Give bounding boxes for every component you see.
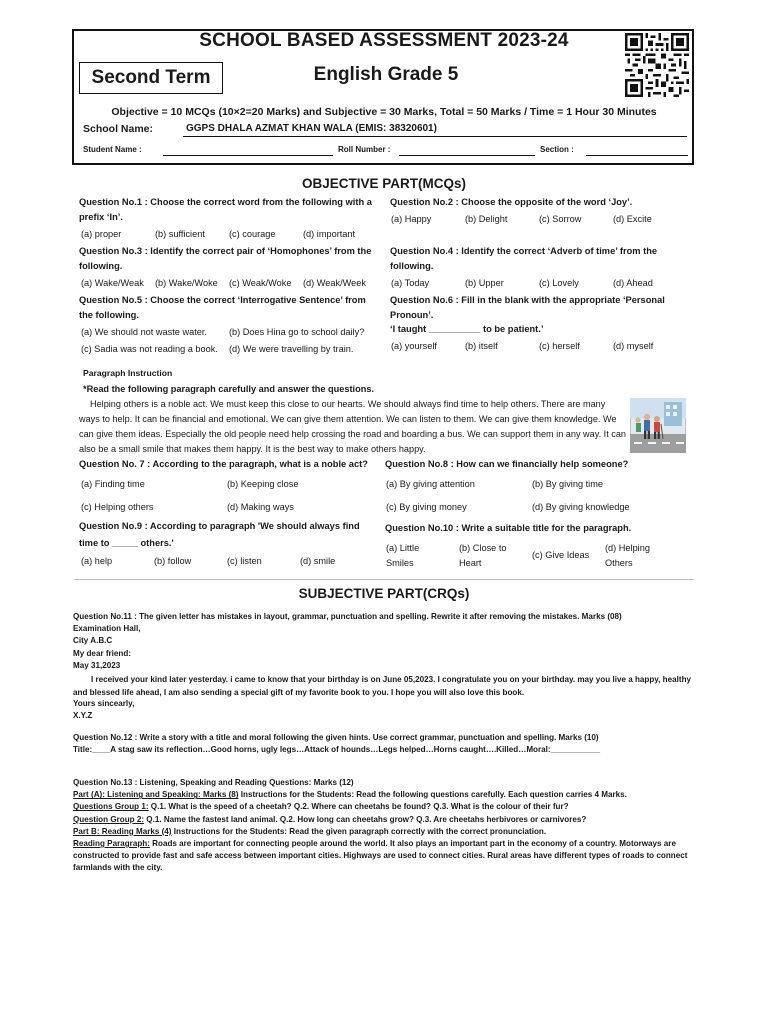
- option: (b) Upper: [465, 278, 504, 288]
- question-text: Fill in the blank with the appropriate ‘Personal Pronoun’.: [390, 295, 665, 320]
- objective-part-title: OBJECTIVE PART(MCQs): [301, 176, 466, 191]
- letter-date: May 31,2023: [73, 660, 121, 670]
- question-12-heading: Question No.12 : Write a story with a title and moral following the given hints. Use correct grammar, punctuation and spelling. Marks (10): [73, 733, 599, 742]
- question-1: [79, 195, 379, 225]
- question-label: Question No.2 :: [390, 197, 459, 207]
- reading-paragraph-label: Reading Paragraph:: [73, 839, 150, 849]
- option: (c) listen: [227, 556, 262, 566]
- option: (b) Keeping close: [227, 479, 299, 489]
- option: (a) proper: [81, 229, 122, 239]
- section-label: Section :: [540, 145, 574, 154]
- question-label: Question No.6 :: [390, 295, 459, 305]
- subjective-part-title: SUBJECTIVE PART(CRQs): [298, 586, 470, 601]
- question-label: Question No.3 :: [79, 246, 148, 256]
- option: (c) herself: [539, 341, 580, 351]
- part-a-label: Part (A): Listening and Speaking: Marks (8): [73, 790, 239, 800]
- option: (a) Little Smiles: [386, 543, 420, 568]
- question-label: Question No.4 :: [390, 246, 459, 256]
- option: (a) help: [81, 556, 113, 566]
- question-text: Identify the correct pair of ‘Homophones’ from the following.: [79, 246, 372, 271]
- section-field[interactable]: [586, 155, 688, 156]
- option: (c) Give Ideas: [532, 550, 590, 560]
- story-hints: Title:____A stag saw its reflection…Good horns, ugly legs…Attack of hounds…Legs helped…Horns caught….Killed…Moral:___________: [73, 745, 601, 755]
- marks-summary: Objective = 10 MCQs (10×2=20 Marks) and Subjective = 30 Marks, Total = 50 Marks / Time = 1 Hour 30 Minutes: [111, 106, 657, 118]
- letter-closing-line: Yours sincearly,: [73, 699, 135, 708]
- option: (c) Helping others: [81, 502, 154, 512]
- letter-closing: [73, 698, 695, 722]
- part-b-instructions: Instructions for the Students: Read the given paragraph correctly with the correct pronunciation.: [171, 826, 547, 836]
- question-5: [79, 293, 379, 323]
- questions-group-1-label: Questions Group 1:: [73, 802, 149, 812]
- option: (a) We should not waste water.: [81, 327, 207, 337]
- option: (c) Sadia was not reading a book.: [81, 344, 218, 354]
- questions-group-1-text: Q.1. What is the speed of a cheetah? Q.2. Where can cheetahs be found? Q.3. What is the colour of their fur?: [148, 802, 569, 812]
- paragraph-heading: Paragraph Instruction: [83, 368, 173, 378]
- question-4: [390, 244, 690, 274]
- part-a-instructions: Instructions for the Students: Read the following questions carefully. Each question carries 4 Marks.: [238, 790, 627, 800]
- option: (d) myself: [613, 341, 654, 351]
- option: (c) courage: [229, 229, 276, 239]
- option: (a) yourself: [391, 341, 437, 351]
- reading-paragraph: Helping others is a noble act. We must keep this close to our hearts. We should always find time to help others. There are many ways to help. It can be financial and emotional. We can give them attention. We can listen to them. We can give them knowledge. We can give them ideas. Especially the old people need help crossing the road and boarding a bus. We can support them in any way. It can also be a small smile that makes them happy. It is the best way to make others happy.: [79, 399, 626, 455]
- question-3: [79, 244, 379, 274]
- option: (b) Does Hina go to school daily?: [229, 327, 365, 337]
- option: (b) itself: [465, 341, 498, 351]
- letter-address-line: Examination Hall,: [73, 624, 141, 634]
- option: (a) Finding time: [81, 479, 145, 489]
- letter-body: I received your kind later yesterday. i came to know that your birthday is on June 05,2023. I congratulate you on your birthday. may you live a happy, healthy and blessed life ahead, I am also sending a special gift of my favorite book to you. I hope you will also love this book.: [73, 675, 692, 698]
- grade-title: English Grade 5: [313, 64, 459, 85]
- question-13: [73, 777, 695, 875]
- question-2: [390, 195, 690, 210]
- school-name-label: School Name:: [83, 123, 154, 135]
- option: (d) important: [303, 229, 356, 239]
- option: (d) Excite: [613, 214, 652, 224]
- option: (a) By giving attention: [386, 479, 475, 489]
- question-text: Choose the correct ‘Interrogative Sentence’ from the following.: [79, 295, 366, 320]
- option: (c) Sorrow: [539, 214, 582, 224]
- option: (d) Ahead: [613, 278, 653, 288]
- question-8: Question No.8 : How can we financially help someone?: [385, 459, 629, 469]
- question-7: Question No. 7 : According to the paragraph, what is a noble act?: [79, 459, 368, 469]
- option: (b) By giving time: [532, 479, 603, 489]
- question-group-2-label: Question Group 2:: [73, 814, 145, 824]
- question-13-heading: Question No.13 : Listening, Speaking and Reading Questions: Marks (12): [73, 778, 354, 787]
- option: (d) Weak/Week: [303, 278, 366, 288]
- option: (a) Happy: [391, 214, 432, 224]
- question-text: Identify the correct ‘Adverb of time’ from the following.: [390, 246, 658, 271]
- option: (a) Today: [391, 278, 430, 288]
- section-divider: [74, 579, 694, 580]
- qr-code-icon: [625, 33, 689, 97]
- question-group-2-text: Q.1. Name the fastest land animal. Q.2. How long can cheetahs grow? Q.3. Are cheetahs herbivores or carnivores?: [144, 814, 587, 824]
- question-9: Question No.9 : According to paragraph 'We should always find time to _____ others.': [79, 521, 360, 548]
- option: (d) We were travelling by train.: [229, 344, 354, 354]
- option: (c) Weak/Woke: [229, 278, 292, 288]
- option: (d) smile: [300, 556, 336, 566]
- option: (d) Helping Others: [605, 543, 650, 568]
- exam-title: SCHOOL BASED ASSESSMENT 2023-24: [199, 30, 569, 51]
- option: (b) Delight: [465, 214, 508, 224]
- question-6-blank: ‘I taught __________ to be patient.’: [390, 324, 544, 334]
- student-name-field[interactable]: [163, 155, 333, 156]
- question-6: [390, 293, 690, 323]
- option: (d) By giving knowledge: [532, 502, 630, 512]
- question-11-heading: Question No.11 : The given letter has mistakes in layout, grammar, punctuation and spelling. Rewrite it after removing the mistakes. Marks (08): [73, 612, 622, 621]
- paragraph-instruction: *Read the following paragraph carefully and answer the questions.: [83, 384, 374, 394]
- term-badge: Second Term: [79, 62, 223, 94]
- roll-number-field[interactable]: [399, 155, 535, 156]
- helping-others-illustration: [630, 398, 686, 453]
- question-text: Choose the correct word from the following with a prefix ‘In’.: [79, 197, 372, 222]
- question-label: Question No.5 :: [79, 295, 148, 305]
- question-11: [73, 611, 695, 672]
- question-10: Question No.10 : Write a suitable title for the paragraph.: [385, 523, 632, 533]
- question-12: [73, 732, 695, 756]
- roll-number-label: Roll Number :: [338, 145, 391, 154]
- question-label: Question No.1 :: [79, 197, 148, 207]
- letter-address-line: City A.B.C: [73, 636, 113, 646]
- reading-paragraph-text: Roads are important for connecting people around the world. It also plays an important part in the economy of a country. Motorways are constructed to provide fast and safe access between important cities. Highways are used to connect cities. Rural areas have different types of roads to connect farmlands with the city.: [73, 839, 688, 873]
- school-name-line: [183, 136, 687, 137]
- option: (b) Wake/Woke: [155, 278, 218, 288]
- option: (c) By giving money: [386, 502, 467, 512]
- option: (b) follow: [154, 556, 192, 566]
- letter-salutation: My dear friend:: [73, 648, 132, 658]
- option: (d) Making ways: [227, 502, 294, 512]
- student-name-label: Student Name :: [83, 145, 142, 154]
- option: (c) Lovely: [539, 278, 579, 288]
- option: (a) Wake/Weak: [81, 278, 144, 288]
- option: (b) Close to Heart: [459, 543, 507, 568]
- question-text: Choose the opposite of the word ‘Joy’.: [461, 197, 633, 207]
- letter-signature: X.Y.Z: [73, 711, 93, 721]
- part-b-label: Part B: Reading Marks (4): [73, 826, 172, 836]
- option: (b) sufficient: [155, 229, 205, 239]
- school-name-value: GGPS DHALA AZMAT KHAN WALA (EMIS: 38320601): [186, 123, 437, 134]
